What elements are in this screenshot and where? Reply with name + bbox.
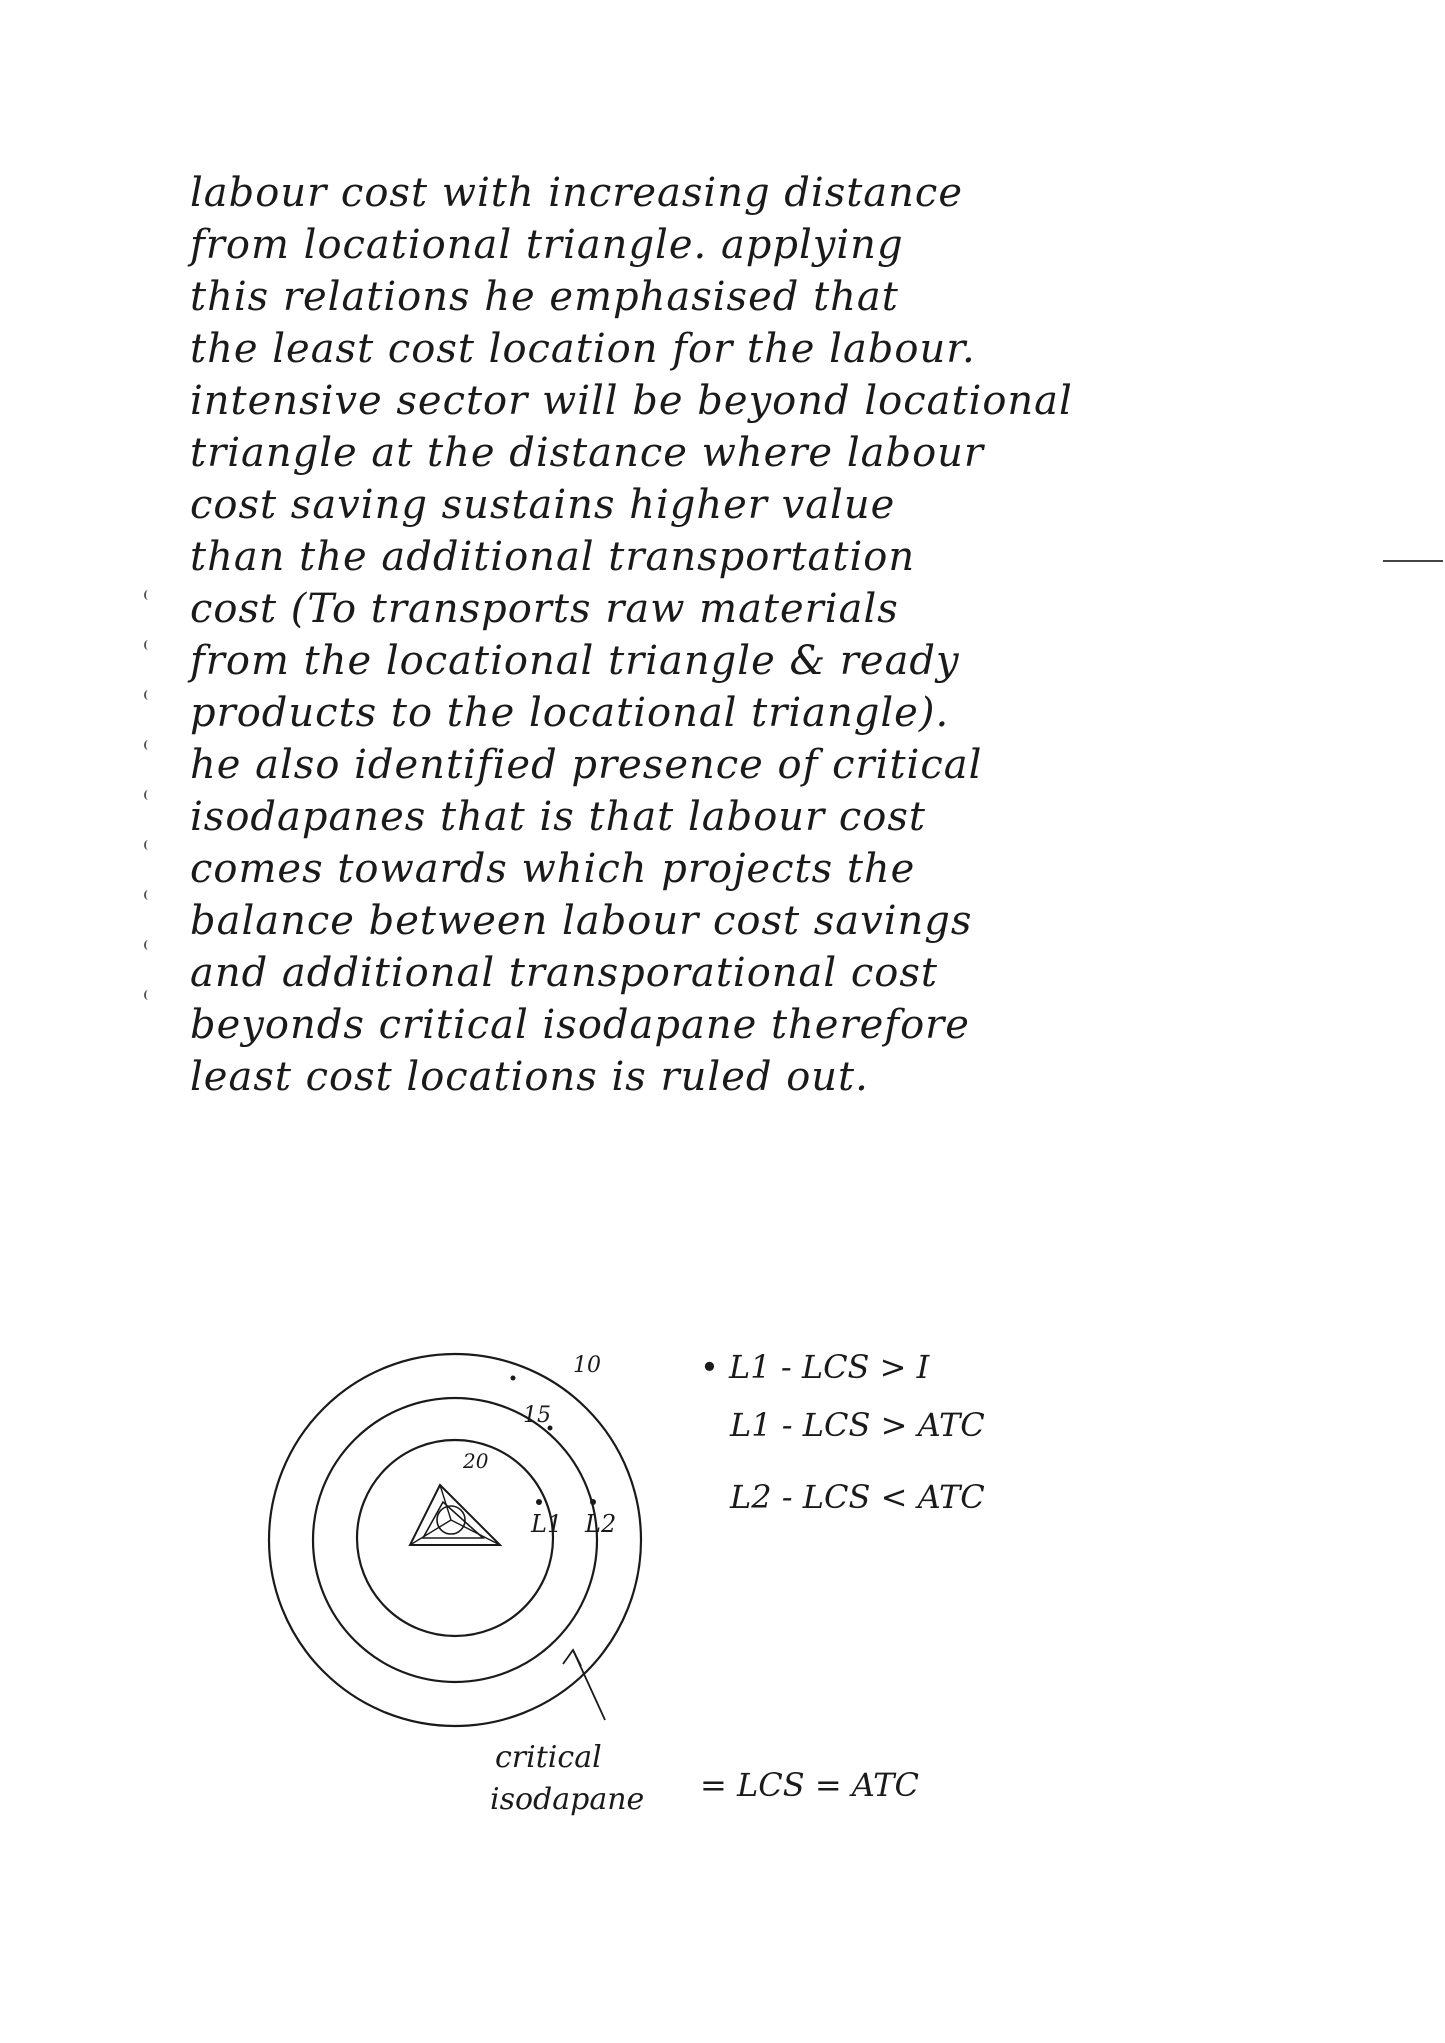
text-line: he also identified presence of critical <box>190 742 983 788</box>
critical-label: critical <box>495 1740 602 1775</box>
text-line: triangle at the distance where labour <box>190 430 985 476</box>
margin-mark <box>144 740 152 750</box>
text-line: least cost locations is ruled out. <box>190 1054 869 1100</box>
text-line: comes towards which projects the <box>190 846 916 892</box>
critical-equation: = LCS = ATC <box>700 1766 919 1804</box>
isodapane-label-15: 15 <box>523 1403 551 1428</box>
margin-mark <box>144 840 152 850</box>
text-line: cost (To transports raw materials <box>190 586 899 632</box>
margin-scan-mark <box>1383 560 1443 562</box>
text-line: this relations he emphasised that <box>190 274 899 320</box>
isodapane-label-20: 20 <box>463 1449 489 1473</box>
text-line: beyonds critical isodapane therefore <box>190 1002 970 1048</box>
point-l1-dot <box>536 1499 542 1505</box>
text-line: than the additional transportation <box>190 534 916 580</box>
text-line: labour cost with increasing distance <box>190 170 963 216</box>
left-margin-marks <box>138 590 168 1050</box>
margin-mark <box>144 890 152 900</box>
text-line: intensive sector will be beyond locational <box>190 378 1073 424</box>
margin-mark <box>144 990 152 1000</box>
text-line: from the locational triangle & ready <box>190 638 960 684</box>
text-line: isodapanes that is that labour cost <box>190 794 926 840</box>
text-line: balance between labour cost savings <box>190 898 973 944</box>
point-label-l2: L2 <box>585 1510 617 1538</box>
legend-line: • L1 - LCS > I <box>700 1348 930 1386</box>
margin-mark <box>144 690 152 700</box>
point-l2-dot <box>590 1499 596 1505</box>
margin-mark <box>144 640 152 650</box>
text-line: cost saving sustains higher value <box>190 482 896 528</box>
legend-line: L2 - LCS < ATC <box>730 1478 985 1516</box>
isodapane-label-10: 10 <box>573 1353 601 1378</box>
label-dot <box>511 1376 516 1381</box>
legend-line: L1 - LCS > ATC <box>730 1406 985 1444</box>
margin-mark <box>144 790 152 800</box>
text-line: products to the locational triangle). <box>190 690 950 736</box>
text-line: the least cost location for the labour. <box>190 326 976 372</box>
isodapane-label: isodapane <box>490 1782 645 1817</box>
point-label-l1: L1 <box>531 1510 563 1538</box>
text-line: from locational triangle. applying <box>190 222 904 268</box>
text-line: and additional transporational cost <box>190 950 938 996</box>
margin-mark <box>144 940 152 950</box>
isodapane-outer <box>269 1354 641 1726</box>
isodapane-diagram <box>255 1320 655 1740</box>
margin-mark <box>144 590 152 600</box>
